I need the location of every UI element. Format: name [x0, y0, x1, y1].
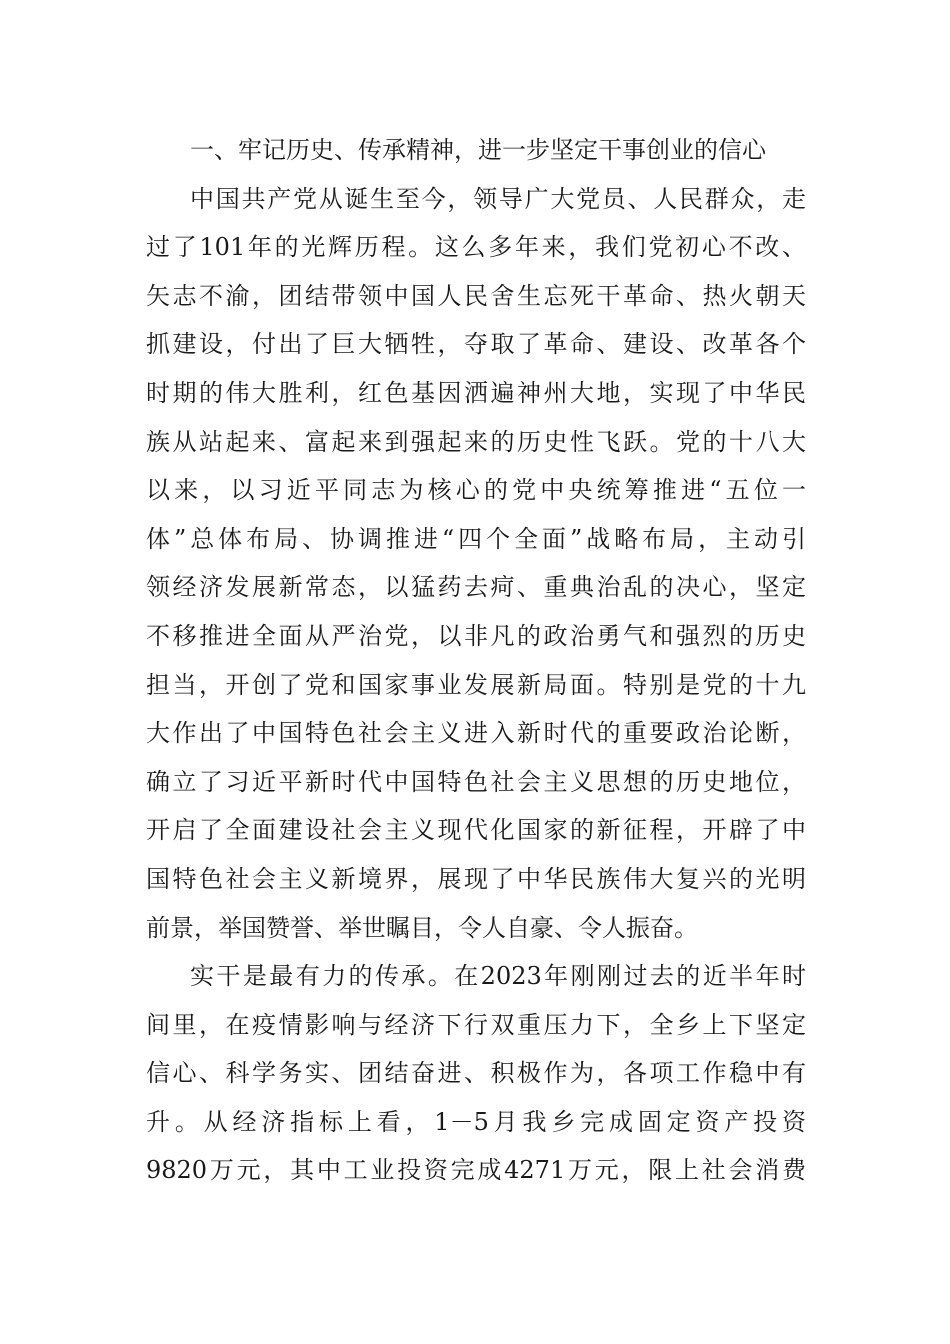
paragraph-1 — [146, 175, 806, 953]
paragraph-line: 大作出了中国特色社会主义进入新时代的重要政治论断， — [146, 719, 806, 748]
paragraph-line: 升。从经济指标上看，1－5月我乡完成固定资产投资 — [146, 1107, 806, 1136]
paragraph-line: 确立了习近平新时代中国特色社会主义思想的历史地位， — [146, 767, 806, 796]
paragraph-line: 信心、科学务实、团结奋进、积极作为，各项工作稳中有 — [146, 1059, 806, 1088]
paragraph-line: 9820万元，其中工业投资完成4271万元，限上社会消费 — [146, 1156, 806, 1185]
paragraph-line: 体”总体布局、协调推进“四个全面”战略布局，主动引 — [146, 524, 806, 553]
paragraph-line: 族从站起来、富起来到强起来的历史性飞跃。党的十八大 — [146, 427, 806, 456]
paragraph-line: 担当，开创了党和国家事业发展新局面。特别是党的十九 — [146, 670, 806, 699]
document-body — [146, 126, 806, 1195]
paragraph-line: 领经济发展新常态，以猛药去疴、重典治乱的决心，坚定 — [146, 573, 806, 602]
paragraph-line: 前景，举国赞誉、举世瞩目，令人自豪、令人振奋。 — [146, 913, 698, 942]
paragraph-line: 不移推进全面从严治党，以非凡的政治勇气和强烈的历史 — [146, 621, 806, 650]
paragraph-2 — [146, 952, 806, 1195]
paragraph-line: 国特色社会主义新境界，展现了中华民族伟大复兴的光明 — [146, 864, 806, 893]
paragraph-line: 开启了全面建设社会主义现代化国家的新征程，开辟了中 — [146, 816, 806, 845]
paragraph-line: 实干是最有力的传承。在2023年刚刚过去的近半年时 — [190, 962, 806, 991]
paragraph-line: 时期的伟大胜利，红色基因洒遍神州大地，实现了中华民 — [146, 378, 806, 407]
paragraph-line: 间里，在疫情影响与经济下行双重压力下，全乡上下坚定 — [146, 1010, 806, 1039]
paragraph-line: 过了101年的光辉历程。这么多年来，我们党初心不改、 — [146, 233, 806, 262]
paragraph-line: 中国共产党从诞生至今，领导广大党员、人民群众，走 — [190, 184, 806, 213]
paragraph-line: 抓建设，付出了巨大牺牲，夺取了革命、建设、改革各个 — [146, 330, 806, 359]
section-heading: 一、牢记历史、传承精神，进一步坚定干事创业的信心 — [190, 136, 766, 164]
paragraph-line: 以来，以习近平同志为核心的党中央统筹推进“五位一 — [146, 476, 806, 505]
paragraph-line: 矢志不渝，团结带领中国人民舍生忘死干革命、热火朝天 — [146, 281, 806, 310]
